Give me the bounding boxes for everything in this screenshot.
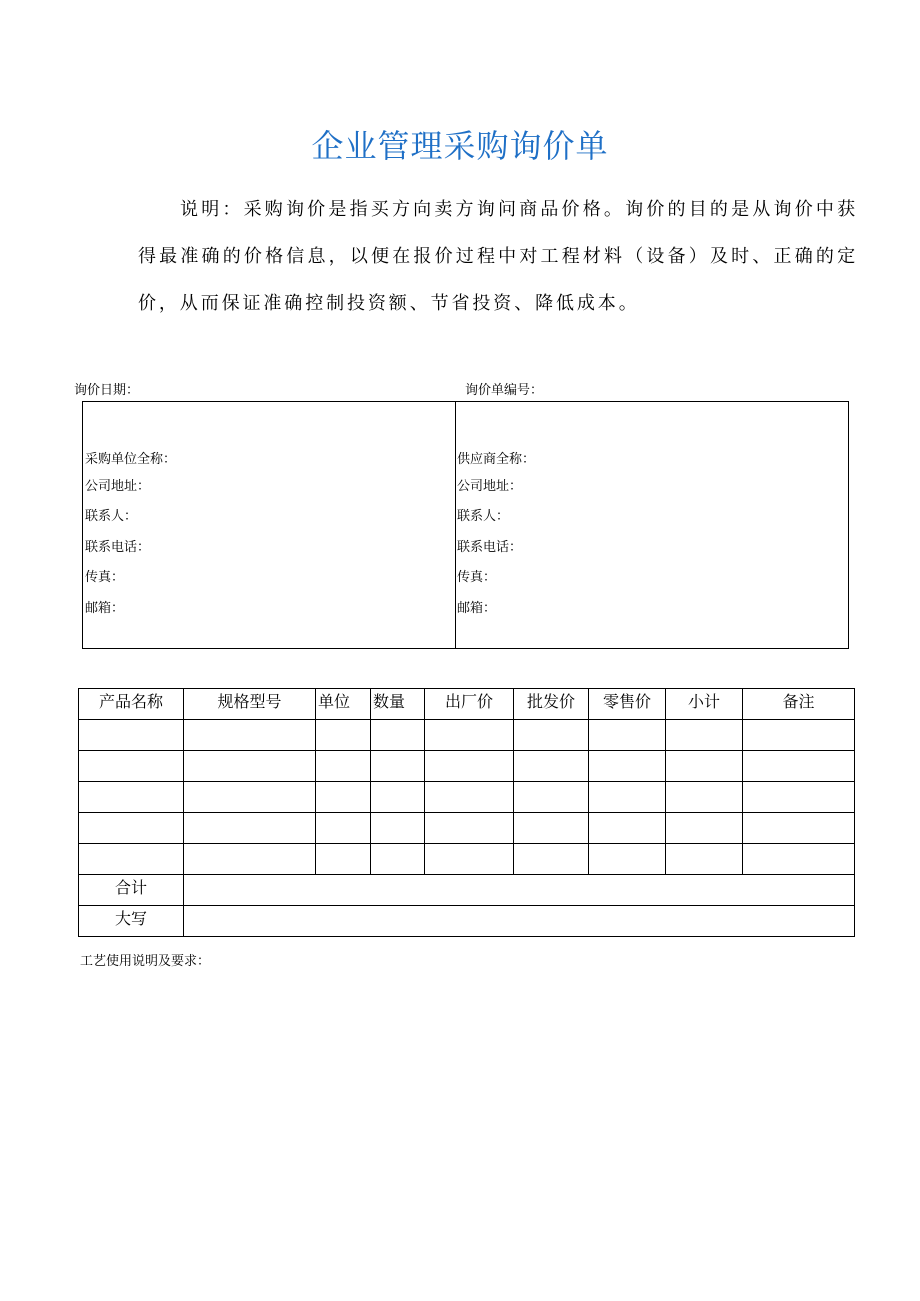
table-cell[interactable] bbox=[666, 751, 743, 782]
supplier-fax-label: 传真： bbox=[457, 570, 497, 585]
buyer-contact-label: 联系人： bbox=[85, 509, 138, 524]
table-cell[interactable] bbox=[316, 720, 371, 751]
process-notes-label: 工艺使用说明及要求： bbox=[80, 954, 211, 969]
table-cell[interactable] bbox=[79, 751, 184, 782]
table-cell[interactable] bbox=[514, 844, 589, 875]
table-row bbox=[79, 720, 855, 751]
column-header: 小计 bbox=[666, 689, 743, 720]
table-cell[interactable] bbox=[79, 813, 184, 844]
total-row bbox=[79, 875, 855, 906]
buyer-email-label: 邮箱： bbox=[85, 601, 125, 616]
table-cell[interactable] bbox=[184, 813, 316, 844]
table-row bbox=[79, 844, 855, 875]
party-info-box bbox=[82, 401, 849, 649]
table-cell[interactable] bbox=[666, 782, 743, 813]
column-header: 批发价 bbox=[514, 689, 589, 720]
table-cell[interactable] bbox=[514, 720, 589, 751]
table-cell[interactable] bbox=[316, 782, 371, 813]
table-cell[interactable] bbox=[666, 813, 743, 844]
table-cell[interactable] bbox=[666, 720, 743, 751]
uppercase-value-cell[interactable] bbox=[184, 906, 855, 937]
table-cell[interactable] bbox=[316, 813, 371, 844]
table-cell[interactable] bbox=[514, 813, 589, 844]
table-cell[interactable] bbox=[743, 813, 855, 844]
table-cell[interactable] bbox=[371, 844, 425, 875]
uppercase-label: 大写 bbox=[79, 906, 184, 937]
supplier-phone-label: 联系电话： bbox=[457, 540, 523, 555]
items-table bbox=[78, 688, 855, 937]
buyer-address-label: 公司地址： bbox=[85, 479, 151, 494]
table-cell[interactable] bbox=[743, 720, 855, 751]
column-header: 产品名称 bbox=[79, 689, 184, 720]
table-cell[interactable] bbox=[666, 844, 743, 875]
table-cell[interactable] bbox=[514, 782, 589, 813]
table-header-row bbox=[79, 689, 855, 720]
table-cell[interactable] bbox=[514, 751, 589, 782]
inquiry-number-label: 询价单编号： bbox=[465, 383, 544, 398]
supplier-address-label: 公司地址： bbox=[457, 479, 523, 494]
column-header: 规格型号 bbox=[184, 689, 316, 720]
table-cell[interactable] bbox=[371, 720, 425, 751]
table-cell[interactable] bbox=[743, 844, 855, 875]
table-cell[interactable] bbox=[425, 844, 514, 875]
column-header: 零售价 bbox=[589, 689, 666, 720]
column-header: 数量 bbox=[371, 689, 425, 720]
table-cell[interactable] bbox=[425, 782, 514, 813]
table-cell[interactable] bbox=[184, 751, 316, 782]
total-label: 合计 bbox=[79, 875, 184, 906]
table-row bbox=[79, 813, 855, 844]
table-cell[interactable] bbox=[371, 813, 425, 844]
table-cell[interactable] bbox=[589, 751, 666, 782]
buyer-name-label: 采购单位全称： bbox=[85, 452, 177, 467]
table-cell[interactable] bbox=[184, 720, 316, 751]
page-title: 企业管理采购询价单 bbox=[311, 127, 609, 165]
uppercase-row bbox=[79, 906, 855, 937]
table-cell[interactable] bbox=[589, 782, 666, 813]
table-cell[interactable] bbox=[316, 844, 371, 875]
table-cell[interactable] bbox=[79, 782, 184, 813]
table-cell[interactable] bbox=[316, 751, 371, 782]
table-cell[interactable] bbox=[743, 782, 855, 813]
buyer-phone-label: 联系电话： bbox=[85, 540, 151, 555]
supplier-name-label: 供应商全称： bbox=[457, 452, 536, 467]
table-cell[interactable] bbox=[589, 813, 666, 844]
supplier-email-label: 邮箱： bbox=[457, 601, 497, 616]
table-cell[interactable] bbox=[371, 782, 425, 813]
column-header: 单位 bbox=[316, 689, 371, 720]
party-divider bbox=[455, 402, 456, 648]
buyer-fax-label: 传真： bbox=[85, 570, 125, 585]
table-cell[interactable] bbox=[79, 720, 184, 751]
column-header: 备注 bbox=[743, 689, 855, 720]
table-cell[interactable] bbox=[79, 844, 184, 875]
supplier-contact-label: 联系人： bbox=[457, 509, 510, 524]
table-cell[interactable] bbox=[589, 720, 666, 751]
table-cell[interactable] bbox=[371, 751, 425, 782]
table-cell[interactable] bbox=[425, 751, 514, 782]
column-header: 出厂价 bbox=[425, 689, 514, 720]
table-row bbox=[79, 782, 855, 813]
table-cell[interactable] bbox=[184, 782, 316, 813]
table-cell[interactable] bbox=[425, 720, 514, 751]
table-cell[interactable] bbox=[184, 844, 316, 875]
intro-paragraph: 说明：采购询价是指买方向卖方询问商品价格。询价的目的是从询价中获得最准确的价格信息，以便在报价过程中对工程材料（设备）及时、正确的定价，从而保证准确控制投资额、节省投资、降低成本。 bbox=[138, 199, 858, 314]
table-cell[interactable] bbox=[425, 813, 514, 844]
total-value-cell[interactable] bbox=[184, 875, 855, 906]
table-cell[interactable] bbox=[589, 844, 666, 875]
table-cell[interactable] bbox=[743, 751, 855, 782]
inquiry-date-label: 询价日期： bbox=[74, 383, 140, 398]
table-row bbox=[79, 751, 855, 782]
